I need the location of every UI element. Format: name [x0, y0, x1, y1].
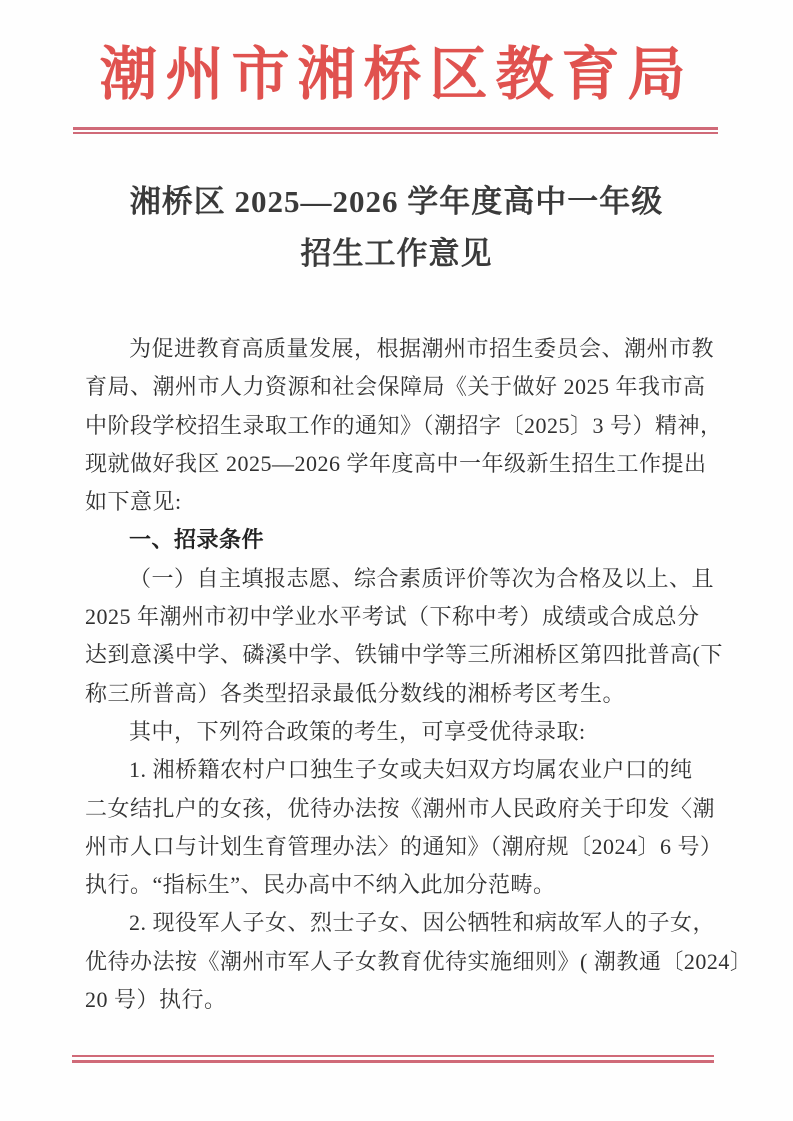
- body-line: 20 号）执行。: [85, 987, 227, 1013]
- body-line: 二女结扎户的女孩，优待办法按《潮州市人民政府关于印发〈潮: [85, 795, 716, 821]
- document-title: [0, 176, 793, 280]
- letterhead-org-name: 潮州市湘桥区教育局: [99, 42, 694, 107]
- body-line: 为促进教育高质量发展，根据潮州市招生委员会、潮州市教: [129, 336, 715, 361]
- body-line: 州市人口与计划生育管理办法〉的通知》（潮府规〔2024〕6 号）: [85, 833, 723, 859]
- document-title-line-1: 湘桥区 2025—2026 学年度高中一年级: [129, 184, 664, 219]
- body-line: 育局、潮州市人力资源和社会保障局《关于做好 2025 年我市高: [85, 374, 706, 400]
- letterhead-double-rule: [73, 127, 718, 134]
- body-line: 中阶段学校招生录取工作的通知》（潮招字〔2025〕3 号）精神，: [85, 412, 723, 438]
- body-line: 如下意见:: [85, 489, 182, 515]
- document-body: [85, 330, 753, 1019]
- body-line: 优待办法按《潮州市军人子女教育优待实施细则》( 潮教通〔2024〕: [85, 948, 753, 974]
- body-line: 2025 年潮州市初中学业水平考试（下称中考）成绩或合成总分: [85, 604, 700, 630]
- body-line: 执行。“指标生”、民办高中不纳入此加分范畴。: [85, 872, 556, 898]
- body-line: 称三所普高）各类型招录最低分数线的湘桥考区考生。: [85, 680, 626, 706]
- body-line: 1. 湘桥籍农村户口独生子女或夫妇双方均属农业户口的纯: [129, 757, 693, 783]
- body-line: 达到意溪中学、磷溪中学、铁铺中学等三所湘桥区第四批普高(下: [85, 642, 723, 668]
- document-title-line-2: 招生工作意见: [300, 236, 493, 271]
- body-line: 其中，下列符合政策的考生，可享受优待录取:: [129, 718, 586, 744]
- body-line: 2. 现役军人子女、烈士子女、因公牺牲和病故军人的子女，: [129, 910, 716, 936]
- body-line: （一）自主填报志愿、综合素质评价等次为合格及以上、且: [129, 565, 715, 591]
- body-line: 一、招录条件: [129, 527, 265, 553]
- body-line: 现就做好我区 2025—2026 学年度高中一年级新生招生工作提出: [85, 450, 707, 476]
- footer-rule-bottom: [72, 1060, 714, 1063]
- footer-rule-top: [72, 1055, 714, 1057]
